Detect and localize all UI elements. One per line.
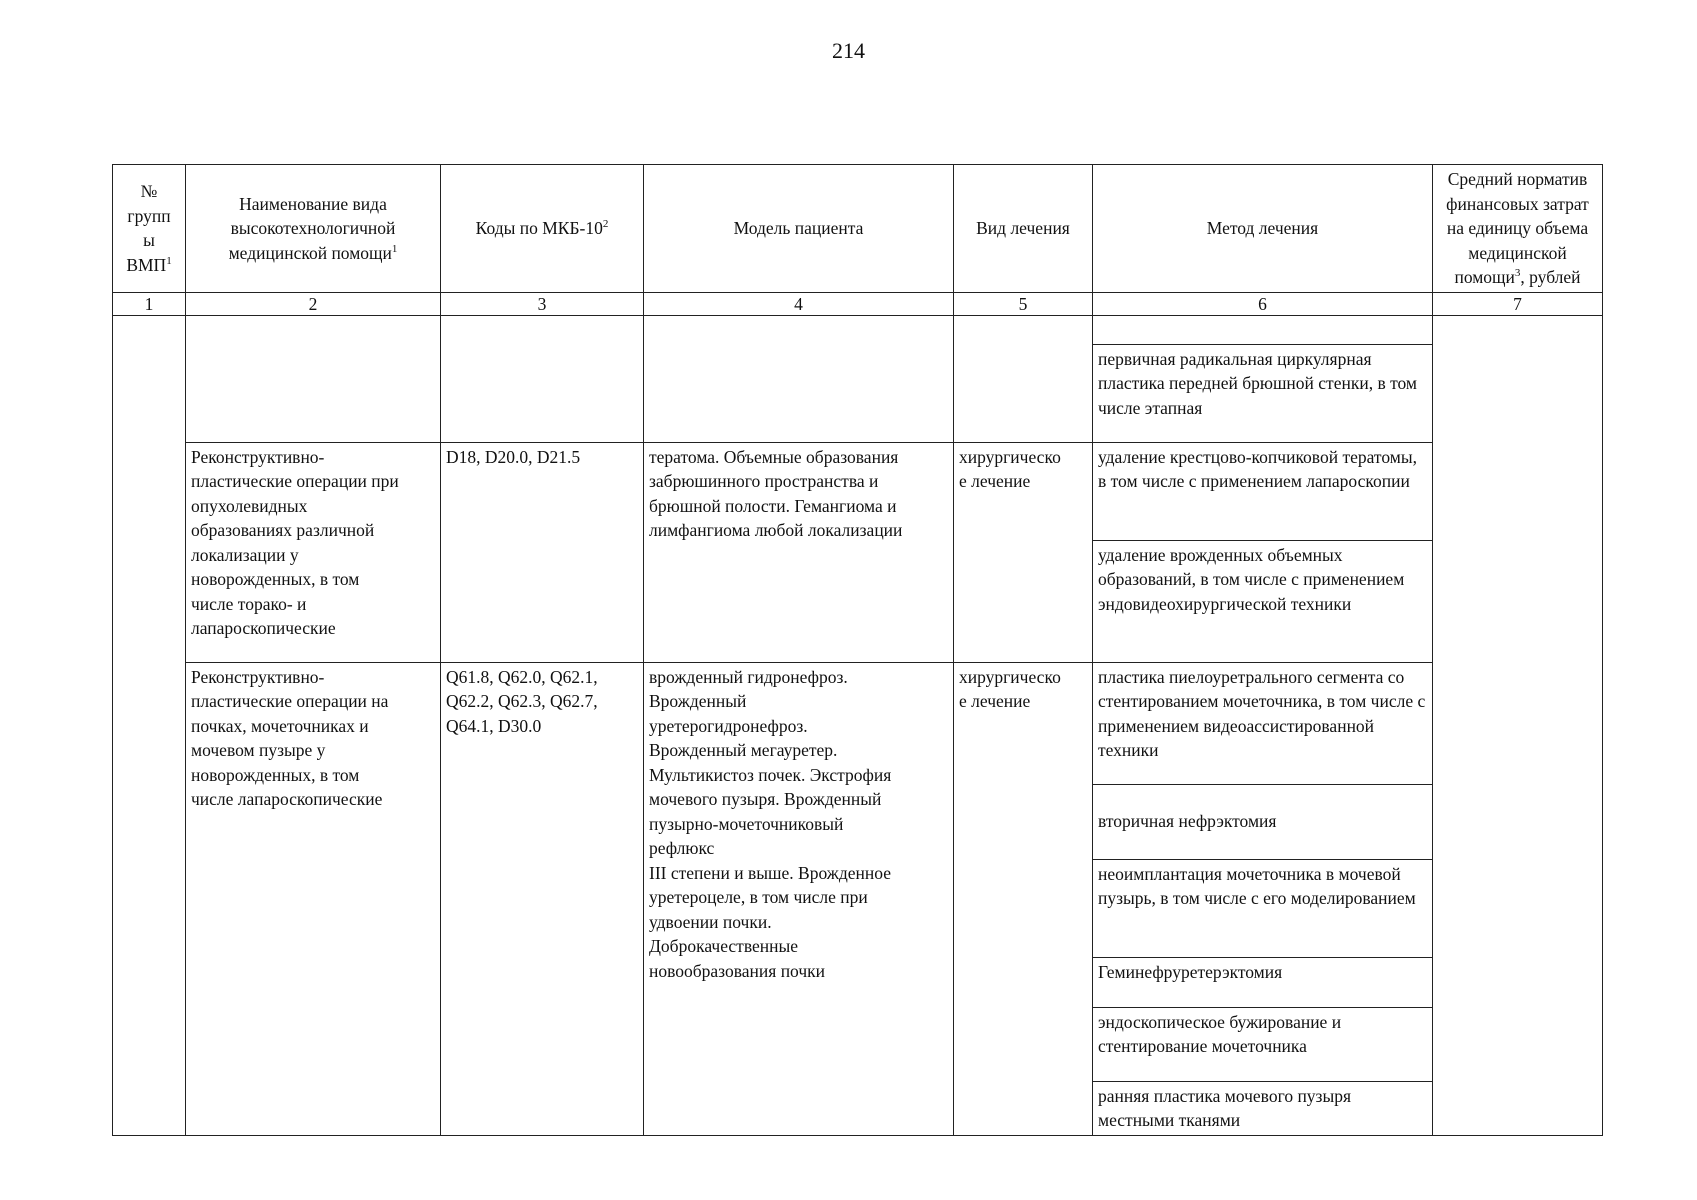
column-number: 3: [441, 292, 644, 315]
treatment-type-cell: хирургическо е лечение: [954, 442, 1093, 662]
header-treatment-method: Метод лечения: [1093, 165, 1433, 293]
icd-codes-cell: [441, 315, 644, 442]
column-number: 6: [1093, 292, 1433, 315]
icd-codes-cell: Q61.8, Q62.0, Q62.1, Q62.2, Q62.3, Q62.7, Q64.1, D30.0: [441, 662, 644, 1135]
treatment-method-cell: удаление крестцово-копчиковой тератомы, в том числе с применением лапароскопии: [1093, 442, 1433, 540]
header-vmp-name: Наименование вида высокотехнологичной медицинской помощи$^1$: [186, 165, 441, 293]
vmp-name-cell: Реконструктивно- пластические операции на почках, мочеточниках и мочевом пузыре у новорожденных, в том числе лапароскопические: [186, 662, 441, 1135]
vmp-name-cell: [186, 315, 441, 442]
page-number: 214: [832, 38, 865, 63]
column-number: 4: [644, 292, 954, 315]
column-number: 1: [113, 292, 186, 315]
table-row: [113, 442, 1603, 540]
treatment-method-cell: удаление врожденных объемных образований, в том числе с применением эндовидеохирургической техники: [1093, 540, 1433, 662]
column-number: 2: [186, 292, 441, 315]
patient-model-cell: тератома. Объемные образования забрюшинного пространства и брюшной полости. Гемангиома и лимфангиома любой локализации: [644, 442, 954, 662]
treatment-method-cell: первичная радикальная циркулярная пластика передней брюшной стенки, в том числе этапная: [1093, 344, 1433, 442]
header-row: [113, 165, 1603, 293]
header-group-number: № групп ы ВМП$^1$: [113, 165, 186, 293]
header-cost-norm: Средний норматив финансовых затрат на единицу объема медицинской помощи$^3$, рублей: [1433, 165, 1603, 293]
treatment-method-cell: неоимплантация мочеточника в мочевой пузырь, в том числе с его моделированием: [1093, 859, 1433, 957]
treatment-type-cell: хирургическо е лечение: [954, 662, 1093, 1135]
column-number: 7: [1433, 292, 1603, 315]
table-row: [113, 662, 1603, 784]
column-number: 5: [954, 292, 1093, 315]
header-icd-codes: Коды по МКБ-$10^2$: [441, 165, 644, 293]
vmp-table: [112, 164, 1603, 1136]
treatment-method-cell: пластика пиелоуретрального сегмента со стентированием мочеточника, в том числе с применением видеоассистированной техники: [1093, 662, 1433, 784]
column-number-row: [113, 292, 1603, 315]
treatment-method-cell: [1093, 315, 1433, 344]
treatment-method-cell: Геминефруретерэктомия: [1093, 957, 1433, 1007]
patient-model-cell: [644, 315, 954, 442]
cost-norm-cell: [1433, 315, 1603, 1135]
patient-model-cell: врожденный гидронефроз. Врожденный уретерогидронефроз. Врожденный мегауретер. Мультикистоз почек. Экстрофия мочевого пузыря. Врожденный пузырно-мочеточниковый рефлюкс III степени и выше. Врожденное уретероцеле, в том числе при удвоении почки. Доброкачественные новообразования почки: [644, 662, 954, 1135]
table-row: [113, 315, 1603, 344]
treatment-method-cell: эндоскопическое бужирование и стентирование мочеточника: [1093, 1007, 1433, 1081]
vmp-name-cell: Реконструктивно- пластические операции при опухолевидных образованиях различной локализации у новорожденных, в том числе торако- и лапароскопические: [186, 442, 441, 662]
header-treatment-type: Вид лечения: [954, 165, 1093, 293]
treatment-method-cell: ранняя пластика мочевого пузыря местными тканями: [1093, 1081, 1433, 1135]
treatment-type-cell: [954, 315, 1093, 442]
group-number-cell: [113, 315, 186, 1135]
icd-codes-cell: D18, D20.0, D21.5: [441, 442, 644, 662]
treatment-method-cell: вторичная нефрэктомия: [1093, 784, 1433, 859]
header-patient-model: Модель пациента: [644, 165, 954, 293]
